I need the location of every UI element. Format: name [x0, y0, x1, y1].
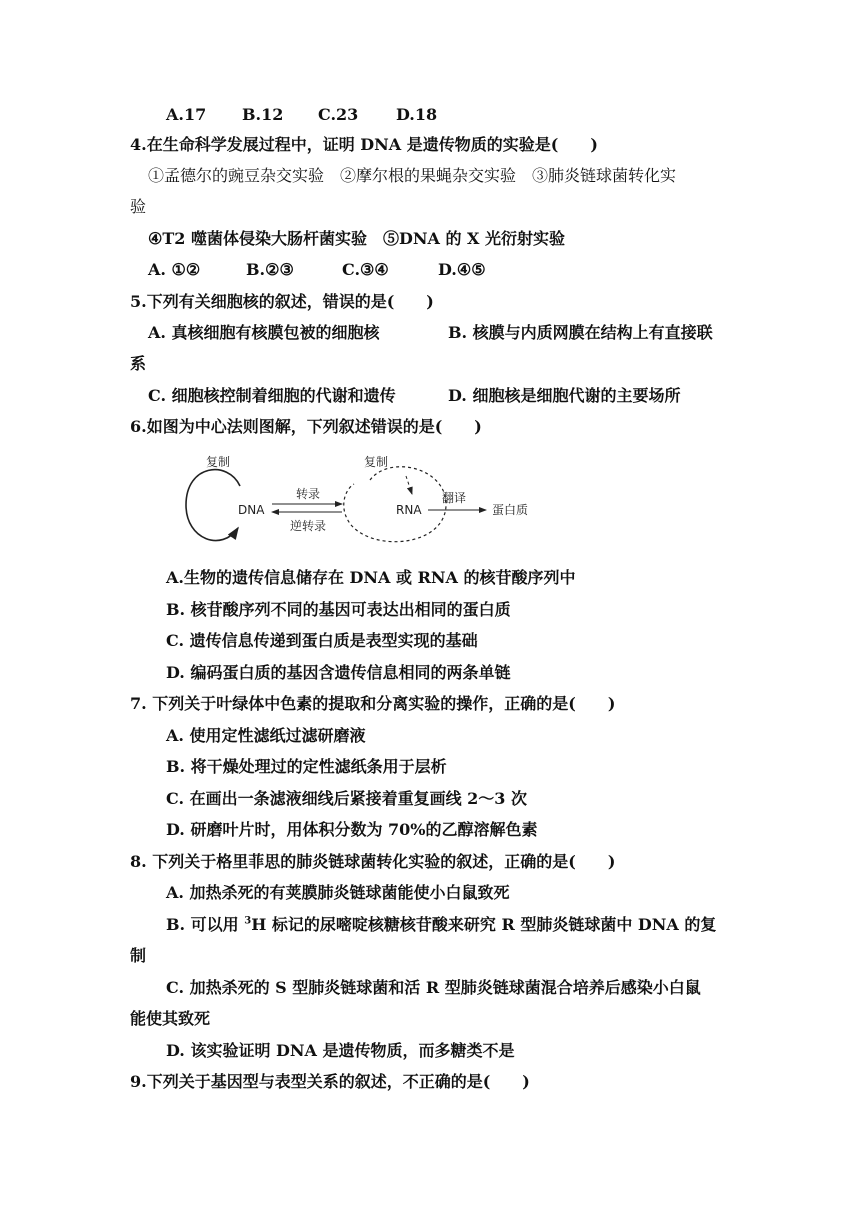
dna-replication-label: 复制 — [206, 455, 231, 469]
rna-replication-label: 复制 — [364, 455, 389, 469]
q9-stem: 9.下列关于基因型与表型关系的叙述，不正确的是( ) — [130, 1072, 530, 1091]
q5-option-a: A. 真核细胞有核膜包被的细胞核 — [148, 323, 380, 342]
q7-stem: 7. 下列关于叶绿体中色素的提取和分离实验的操作，正确的是( ) — [130, 694, 616, 713]
q8-option-a: A. 加热杀死的有荚膜肺炎链球菌能使小白鼠致死 — [166, 883, 510, 902]
q6-option-c: C. 遗传信息传递到蛋白质是表型实现的基础 — [166, 631, 478, 650]
q5-option-b: B. 核膜与内质网膜在结构上有直接联 — [448, 323, 713, 342]
q8-option-b-superscript: 3 — [244, 915, 252, 927]
dna-replication-loop — [186, 470, 240, 541]
q8-option-c: C. 加热杀死的 S 型肺炎链球菌和活 R 型肺炎链球菌混合培养后感染小白鼠 — [166, 978, 701, 997]
q7-option-b: B. 将干燥处理过的定性滤纸条用于层析 — [166, 757, 447, 776]
q4-options — [148, 259, 486, 281]
translation-label: 翻译 — [442, 491, 467, 505]
q3-options — [166, 104, 437, 126]
reverse-transcription-label: 逆转录 — [290, 519, 327, 533]
q4-option-b: B.②③ — [246, 260, 294, 279]
q4-option-c: C.③④ — [342, 260, 389, 279]
q7-option-d: D. 研磨叶片时，用体积分数为 70%的乙醇溶解色素 — [166, 820, 538, 839]
transcription-label: 转录 — [296, 487, 321, 501]
q6-stem: 6.如图为中心法则图解，下列叙述错误的是( ) — [130, 417, 482, 436]
q8-option-b — [166, 914, 716, 936]
q8-option-b-cont: 制 — [130, 946, 147, 965]
q7-option-a: A. 使用定性滤纸过滤研磨液 — [166, 726, 366, 745]
q5-stem: 5.下列有关细胞核的叙述，错误的是( ) — [130, 292, 434, 311]
q8-option-d: D. 该实验证明 DNA 是遗传物质，而多糖类不是 — [166, 1041, 515, 1060]
q3-option-c: C.23 — [318, 105, 359, 124]
q6-option-d: D. 编码蛋白质的基因含遗传信息相同的两条单链 — [166, 663, 511, 682]
central-dogma-diagram — [176, 448, 546, 558]
q8-option-c-cont: 能使其致死 — [130, 1009, 211, 1028]
q5-option-b-cont: 系 — [130, 354, 147, 373]
q7-option-c: C. 在画出一条滤液细线后紧接着重复画线 2～3 次 — [166, 789, 528, 808]
q5-option-d: D. 细胞核是细胞代谢的主要场所 — [448, 386, 681, 405]
rna-replication-loop — [344, 467, 446, 542]
q4-items-line1: ①孟德尔的豌豆杂交实验 ②摩尔根的果蝇杂交实验 ③肺炎链球菌转化实 — [148, 166, 677, 185]
q6-option-b: B. 核苷酸序列不同的基因可表达出相同的蛋白质 — [166, 600, 511, 619]
q8-option-b-prefix: B. 可以用 — [166, 915, 245, 934]
q4-items-line1-cont: 验 — [130, 197, 147, 216]
q4-option-a: A. ①② — [148, 260, 201, 279]
q3-option-b: B.12 — [242, 105, 284, 124]
q5-option-c: C. 细胞核控制着细胞的代谢和遗传 — [148, 386, 396, 405]
q8-option-b-rest: H 标记的尿嘧啶核糖核苷酸来研究 R 型肺炎链球菌中 DNA 的复 — [251, 915, 717, 934]
q4-stem: 4.在生命科学发展过程中，证明 DNA 是遗传物质的实验是( ) — [130, 135, 598, 154]
q3-option-d: D.18 — [396, 105, 438, 124]
q4-option-d: D.④⑤ — [438, 260, 486, 279]
rna-label: RNA — [396, 503, 422, 517]
q8-stem: 8. 下列关于格里菲思的肺炎链球菌转化实验的叙述，正确的是( ) — [130, 852, 616, 871]
q4-items-line2: ④T2 噬菌体侵染大肠杆菌实验 ⑤DNA 的 X 光衍射实验 — [148, 229, 565, 248]
protein-label: 蛋白质 — [492, 503, 529, 517]
q6-option-a: A.生物的遗传信息储存在 DNA 或 RNA 的核苷酸序列中 — [166, 568, 576, 587]
dna-label: DNA — [238, 503, 265, 517]
q3-option-a: A.17 — [166, 105, 207, 124]
